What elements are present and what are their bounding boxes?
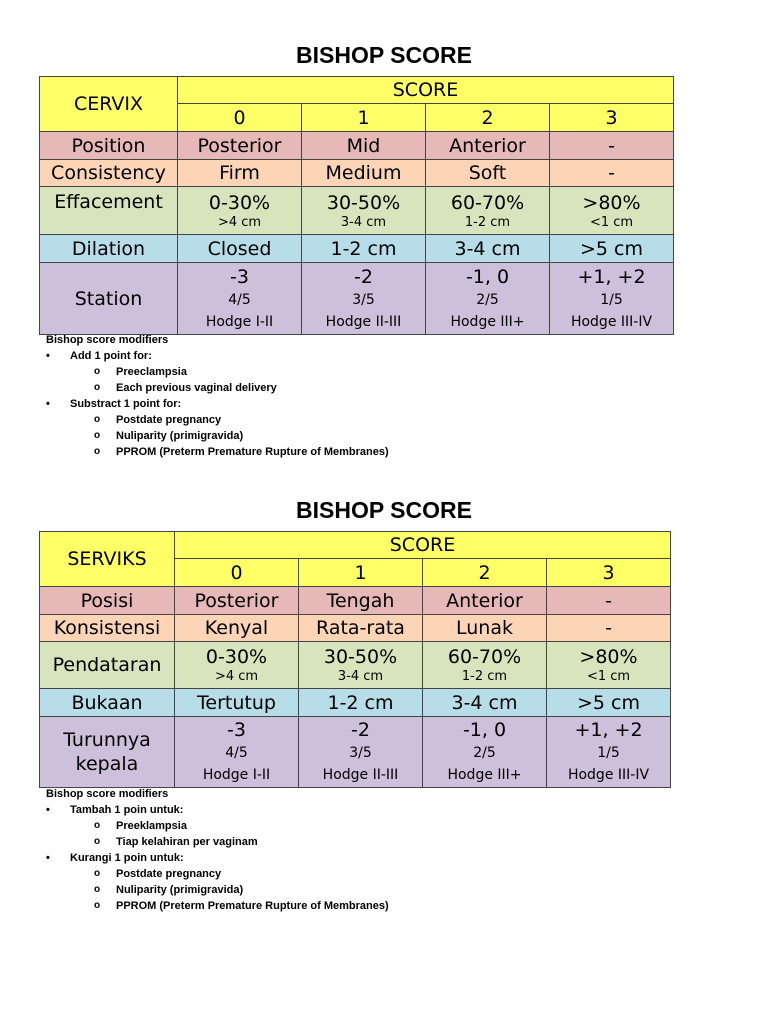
add-label: Tambah 1 poin untuk: (70, 804, 184, 816)
cell: -2 3/5 Hodge II-III (299, 717, 423, 788)
score-col-2: 2 (426, 104, 550, 132)
cell: - (547, 587, 671, 615)
add-label: Add 1 point for: (70, 350, 152, 362)
cell: Anterior (423, 587, 547, 615)
cell: +1, +2 1/5 Hodge III-IV (550, 263, 674, 335)
modifiers-notes (46, 332, 389, 460)
list-item: Preeclampsia (116, 366, 187, 378)
bishop-score-table (39, 76, 674, 335)
circle-bullet-icon: o (94, 430, 101, 441)
row-label: Pendataran (40, 642, 175, 689)
row-label: Bukaan (40, 689, 175, 717)
table-row (40, 587, 671, 615)
list-item: Tiap kelahiran per vaginam (116, 836, 258, 848)
modifiers-notes (46, 786, 389, 914)
cell: - (547, 615, 671, 642)
table-row (40, 642, 671, 689)
cell: Tertutup (175, 689, 299, 717)
table-row (40, 235, 674, 263)
score-col-3: 3 (550, 104, 674, 132)
list-item: Postdate pregnancy (116, 868, 222, 880)
cell: +1, +2 1/5 Hodge III-IV (547, 717, 671, 788)
table-row (40, 717, 671, 788)
table-row (40, 187, 674, 235)
circle-bullet-icon: o (94, 884, 101, 895)
cell: >5 cm (547, 689, 671, 717)
cell: 30-50% 3-4 cm (299, 642, 423, 689)
score-header: SCORE (178, 77, 674, 104)
cell: Closed (178, 235, 302, 263)
cell: Kenyal (175, 615, 299, 642)
cell: 3-4 cm (423, 689, 547, 717)
cell: -2 3/5 Hodge II-III (302, 263, 426, 335)
subtract-label: Substract 1 point for: (70, 398, 182, 410)
cell: Medium (302, 160, 426, 187)
table-row (40, 615, 671, 642)
cell: -1, 0 2/5 Hodge III+ (426, 263, 550, 335)
page-title: BISHOP SCORE (296, 42, 472, 68)
list-item: Postdate pregnancy (116, 414, 222, 426)
bullet-icon: • (46, 852, 50, 864)
score-col-0: 0 (178, 104, 302, 132)
cell: -3 4/5 Hodge I-II (175, 717, 299, 788)
cell: >80% <1 cm (550, 187, 674, 235)
circle-bullet-icon: o (94, 366, 101, 377)
cell: Mid (302, 132, 426, 160)
bullet-icon: • (46, 398, 50, 410)
row-label: Consistency (40, 160, 178, 187)
list-item: Each previous vaginal delivery (116, 382, 277, 394)
cell: 1-2 cm (302, 235, 426, 263)
circle-bullet-icon: o (94, 836, 101, 847)
cell: - (550, 160, 674, 187)
row-label: Posisi (40, 587, 175, 615)
cell: 0-30% >4 cm (178, 187, 302, 235)
cell: 0-30% >4 cm (175, 642, 299, 689)
circle-bullet-icon: o (94, 900, 101, 911)
cell: Firm (178, 160, 302, 187)
bishop-score-table (39, 531, 671, 788)
bullet-icon: • (46, 350, 50, 362)
cell: -1, 0 2/5 Hodge III+ (423, 717, 547, 788)
score-header: SCORE (175, 532, 671, 559)
cell: Posterior (178, 132, 302, 160)
cell: Posterior (175, 587, 299, 615)
table-row (40, 132, 674, 160)
cell: 60-70% 1-2 cm (426, 187, 550, 235)
row-label: Effacement (40, 187, 178, 235)
bullet-icon: • (46, 804, 50, 816)
table-row (40, 689, 671, 717)
corner-header: CERVIX (40, 77, 178, 132)
row-label: Turunnya kepala (40, 717, 175, 788)
score-col-1: 1 (299, 559, 423, 587)
cell: 3-4 cm (426, 235, 550, 263)
modifiers-title: Bishop score modifiers (46, 334, 169, 346)
page-title: BISHOP SCORE (296, 497, 472, 523)
score-col-3: 3 (547, 559, 671, 587)
circle-bullet-icon: o (94, 868, 101, 879)
cell: Lunak (423, 615, 547, 642)
circle-bullet-icon: o (94, 382, 101, 393)
score-col-1: 1 (302, 104, 426, 132)
corner-header: SERVIKS (40, 532, 175, 587)
score-col-0: 0 (175, 559, 299, 587)
list-item: Preeklampsia (116, 820, 187, 832)
modifiers-title: Bishop score modifiers (46, 788, 169, 800)
cell: >5 cm (550, 235, 674, 263)
subtract-label: Kurangi 1 poin untuk: (70, 852, 184, 864)
cell: 1-2 cm (299, 689, 423, 717)
row-label: Position (40, 132, 178, 160)
table-row (40, 263, 674, 335)
row-label: Station (40, 263, 178, 335)
row-label: Dilation (40, 235, 178, 263)
circle-bullet-icon: o (94, 414, 101, 425)
list-item: PPROM (Preterm Premature Rupture of Membranes) (116, 446, 389, 458)
cell: 60-70% 1-2 cm (423, 642, 547, 689)
circle-bullet-icon: o (94, 820, 101, 831)
list-item: PPROM (Preterm Premature Rupture of Membranes) (116, 900, 389, 912)
cell: Soft (426, 160, 550, 187)
cell: -3 4/5 Hodge I-II (178, 263, 302, 335)
cell: Tengah (299, 587, 423, 615)
cell: 30-50% 3-4 cm (302, 187, 426, 235)
cell: - (550, 132, 674, 160)
list-item: Nuliparity (primigravida) (116, 884, 244, 896)
cell: >80% <1 cm (547, 642, 671, 689)
circle-bullet-icon: o (94, 446, 101, 457)
cell: Rata-rata (299, 615, 423, 642)
table-row (40, 160, 674, 187)
score-col-2: 2 (423, 559, 547, 587)
list-item: Nuliparity (primigravida) (116, 430, 244, 442)
row-label: Konsistensi (40, 615, 175, 642)
cell: Anterior (426, 132, 550, 160)
